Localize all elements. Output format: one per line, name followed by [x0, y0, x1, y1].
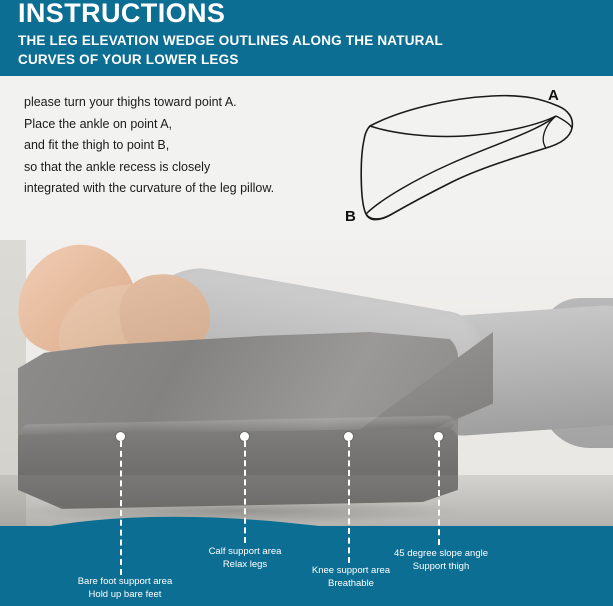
- callout-bare-foot-line1: Bare foot support area: [77, 576, 173, 587]
- instruction-line-4: so that the ankle recess is closely: [24, 159, 211, 174]
- callout-knee-line1: Knee support area: [311, 565, 391, 576]
- instruction-line-2: Place the ankle on point A,: [24, 116, 173, 131]
- callout-label-calf: [184, 545, 306, 571]
- callout-knee-line2: Breathable: [328, 578, 374, 589]
- callout-calf-line1: Calf support area: [208, 546, 282, 557]
- callout-dot-slope: [434, 432, 443, 441]
- callout-line-slope: [438, 441, 440, 545]
- callout-dot-bare-foot: [116, 432, 125, 441]
- callout-line-knee: [348, 441, 350, 563]
- instruction-line-5: integrated with the curvature of the leg pillow.: [24, 181, 275, 195]
- callout-calf-line2: Relax legs: [222, 559, 268, 570]
- callout-dot-calf: [240, 432, 249, 441]
- instruction-line-3: and fit the thigh to point B,: [24, 138, 170, 152]
- diagram-label-a: A: [548, 87, 559, 104]
- page-title: INSTRUCTIONS: [18, 0, 226, 28]
- callout-dot-knee: [344, 432, 353, 441]
- callout-label-slope: [378, 547, 504, 573]
- callout-line-bare-foot: [120, 441, 122, 575]
- callout-slope-line2: Support thigh: [412, 561, 470, 572]
- header-subtitle-line1: THE LEG ELEVATION WEDGE OUTLINES ALONG THE NATURAL: [18, 33, 443, 48]
- instruction-line-1: please turn your thighs toward point A.: [24, 95, 237, 109]
- diagram-label-b: B: [345, 208, 356, 225]
- callout-label-bare-foot: [60, 575, 190, 601]
- callout-slope-line1: 45 degree slope angle: [393, 548, 489, 559]
- header-subtitle-line2: CURVES OF YOUR LOWER LEGS: [18, 52, 239, 67]
- callout-line-calf: [244, 441, 246, 543]
- callout-bare-foot-line2: Hold up bare feet: [88, 589, 162, 600]
